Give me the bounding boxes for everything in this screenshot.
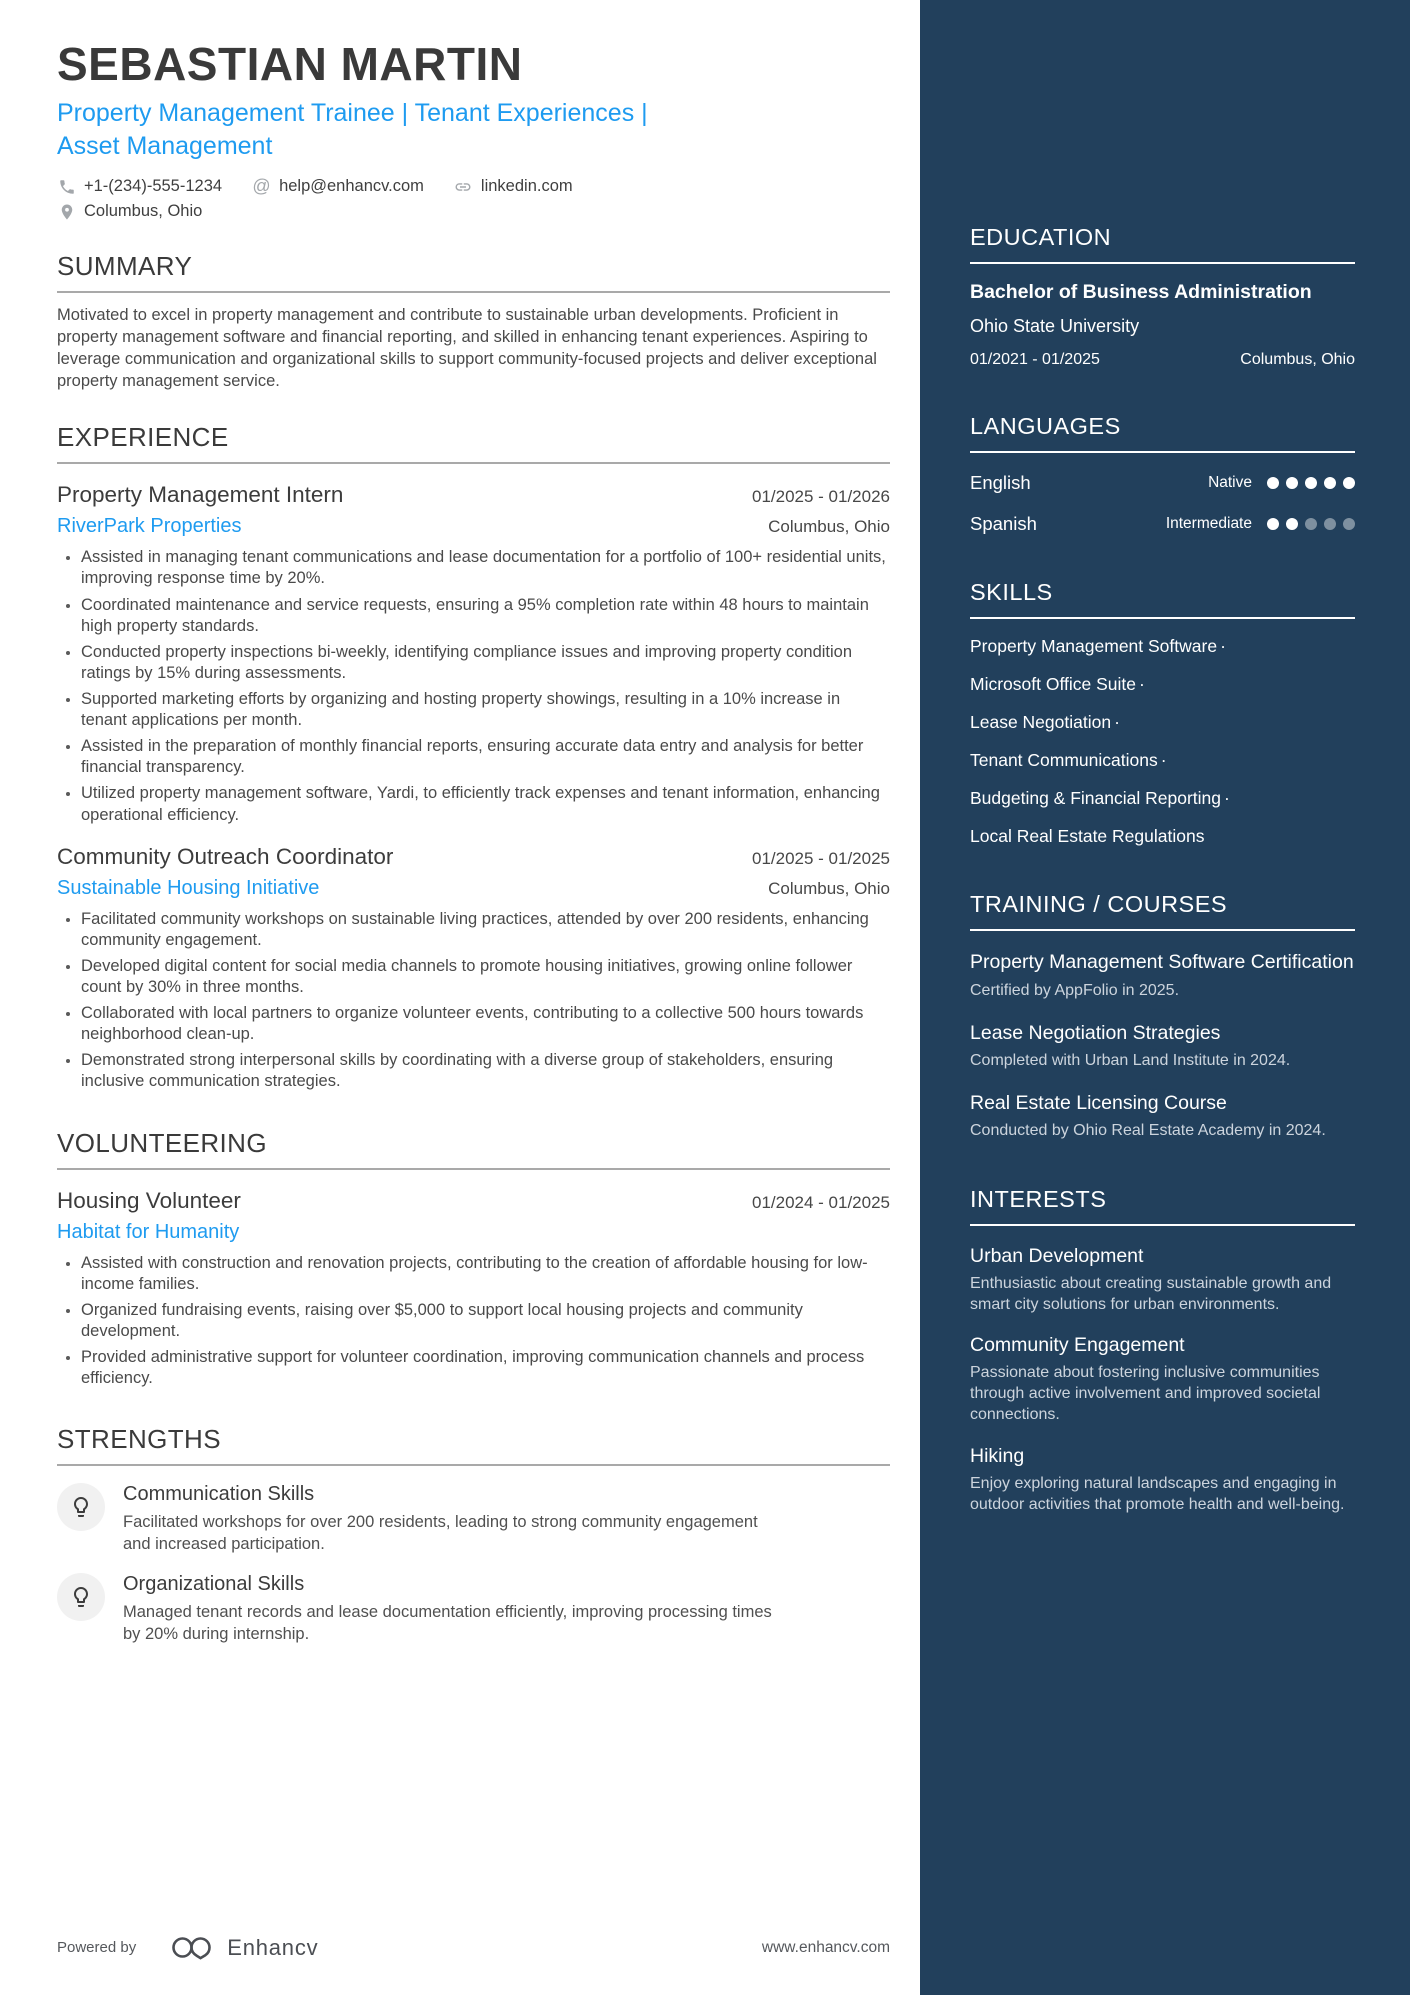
job-head xyxy=(57,844,890,870)
education-degree: Bachelor of Business Administration xyxy=(970,281,1312,303)
education-school: Ohio State University xyxy=(970,316,1140,337)
interest-description: Enthusiastic about creating sustainable growth and smart city solutions for urban environments. xyxy=(970,1274,1332,1313)
bullet-item: • Coordinated maintenance and service requests, ensuring a 95% completion rate within 48 hours to maintain high property standards. xyxy=(81,595,890,637)
location-item xyxy=(57,202,202,221)
job-location: Columbus, Ohio xyxy=(768,878,890,898)
bullet-item: • Assisted in the preparation of monthly financial reports, ensuring accurate data entry and analysis for better financial transparency. xyxy=(81,736,890,778)
skill-separator: · xyxy=(1160,750,1167,771)
course-description: Certified by AppFolio in 2025. xyxy=(970,981,1180,999)
strength-item xyxy=(57,1573,890,1646)
experience-entry xyxy=(57,844,890,1093)
section-divider xyxy=(970,1224,1355,1226)
job-subhead xyxy=(57,1221,890,1244)
job-bullets xyxy=(57,547,890,825)
language-row xyxy=(970,513,1355,535)
sidebar xyxy=(920,0,1410,1995)
email-item[interactable] xyxy=(252,177,424,196)
phone-item[interactable] xyxy=(57,177,222,196)
volunteering-heading: VOLUNTEERING xyxy=(57,1127,267,1158)
language-proficiency-dots xyxy=(1267,477,1355,489)
course-item xyxy=(970,1021,1355,1072)
language-level: Intermediate xyxy=(1165,515,1252,533)
section-divider xyxy=(970,451,1355,453)
course-item xyxy=(970,950,1355,1001)
interest-item xyxy=(970,1334,1355,1425)
section-divider xyxy=(57,1464,890,1466)
link-item[interactable] xyxy=(454,177,573,196)
languages-heading: LANGUAGES xyxy=(970,413,1121,440)
interest-item xyxy=(970,1445,1355,1516)
language-level: Native xyxy=(1208,474,1252,492)
contact-row-1 xyxy=(57,177,890,196)
job-head xyxy=(57,1188,890,1214)
job-title: Community Outreach Coordinator xyxy=(57,843,394,869)
footer xyxy=(57,1934,890,1961)
section-divider xyxy=(970,262,1355,264)
language-name: Spanish xyxy=(970,513,1037,535)
bullet-item: • Facilitated community workshops on sustainable living practices, attended by over 200 residents, enhancing community engagement. xyxy=(81,909,890,951)
enhancv-wordmark: Enhancv xyxy=(227,1934,319,1960)
enhancv-logo-icon xyxy=(170,1934,216,1961)
training-heading: TRAINING / COURSES xyxy=(970,891,1228,918)
training-section xyxy=(970,891,1355,1142)
skill-item: Local Real Estate Regulations xyxy=(970,826,1205,847)
education-heading: EDUCATION xyxy=(970,224,1112,250)
bullet-item: • Supported marketing efforts by organizing and hosting property showings, resulting in a 10% increase in tenant applications per month. xyxy=(81,689,890,731)
course-description: Conducted by Ohio Real Estate Academy in 2024. xyxy=(970,1122,1326,1140)
section-divider xyxy=(57,462,890,464)
interest-description: Enjoy exploring natural landscapes and engaging in outdoor activities that promote health and well-being. xyxy=(970,1474,1345,1513)
bullet-item: • Organized fundraising events, raising over $5,000 to support local housing projects and community development. xyxy=(81,1300,890,1342)
location-pin-icon xyxy=(57,202,76,221)
education-location: Columbus, Ohio xyxy=(1240,351,1355,369)
interest-title: Hiking xyxy=(970,1444,1025,1467)
lightbulb-icon xyxy=(57,1483,105,1531)
skills-heading: SKILLS xyxy=(970,579,1053,606)
company-link[interactable]: Habitat for Humanity xyxy=(57,1220,240,1243)
bullet-item: • Developed digital content for social media channels to promote housing initiatives, growing online follower count by 30% in three months. xyxy=(81,956,890,998)
phone-icon xyxy=(57,177,76,196)
headline-line-2: Asset Management xyxy=(57,131,273,160)
email-icon: @ xyxy=(252,176,271,197)
interest-item xyxy=(970,1245,1355,1316)
section-divider xyxy=(57,1168,890,1170)
course-title: Lease Negotiation Strategies xyxy=(970,1021,1221,1044)
bullet-item: • Assisted with construction and renovation projects, contributing to the creation of affordable housing for low-income families. xyxy=(81,1253,890,1295)
course-item xyxy=(970,1091,1355,1142)
job-dates: 01/2024 - 01/2025 xyxy=(751,1192,890,1212)
education-dates: 01/2021 - 01/2025 xyxy=(970,351,1100,369)
bullet-item: • Provided administrative support for volunteer coordination, improving communication channels and process efficiency. xyxy=(81,1347,890,1389)
course-description: Completed with Urban Land Institute in 2024. xyxy=(970,1051,1291,1069)
interest-title: Community Engagement xyxy=(970,1334,1185,1357)
strength-item xyxy=(57,1483,890,1556)
skills-section xyxy=(970,579,1355,847)
enhancv-brand[interactable] xyxy=(170,1934,318,1961)
skill-separator: · xyxy=(1139,674,1145,695)
link-icon xyxy=(454,177,473,196)
skill-item: Microsoft Office Suite · xyxy=(970,674,1145,695)
email-value: help@enhancv.com xyxy=(279,177,424,196)
bullet-item: • Utilized property management software, Yardi, to efficiently track expenses and tenant information, enhancing operational efficiency. xyxy=(81,783,890,825)
education-meta xyxy=(970,351,1355,369)
strength-text: Managed tenant records and lease documentation efficiently, improving processing times by 20% during internship. xyxy=(123,1602,772,1643)
company-link[interactable]: Sustainable Housing Initiative xyxy=(57,876,320,899)
interests-section xyxy=(970,1186,1355,1516)
location-value: Columbus, Ohio xyxy=(84,202,203,221)
resume-header xyxy=(57,40,890,221)
job-title: Property Management Intern xyxy=(57,482,344,508)
link-value: linkedin.com xyxy=(480,177,573,196)
language-row xyxy=(970,472,1355,494)
person-name: SEBASTIAN MARTIN xyxy=(57,38,523,90)
powered-by-label: Powered by xyxy=(57,1939,137,1956)
skill-separator: · xyxy=(1224,788,1230,809)
summary-text: Motivated to excel in property management and contribute to sustainable urban developments. Proficient in property management software and financial reporting, and skilled in enhancing tenant experiences. Aspiring to leverage communication and organizational skills to support community-focused projects and deliver exceptional property management service. xyxy=(57,306,877,390)
summary-heading: SUMMARY xyxy=(57,251,193,282)
experience-heading: EXPERIENCE xyxy=(57,422,229,453)
strength-title: Organizational Skills xyxy=(123,1572,305,1595)
strength-title: Communication Skills xyxy=(123,1483,315,1506)
headline-line-1: Property Management Trainee | Tenant Experiences | xyxy=(57,99,648,128)
strength-content xyxy=(123,1483,773,1556)
lightbulb-icon xyxy=(57,1573,105,1621)
skill-item: Tenant Communications · xyxy=(970,750,1167,771)
skill-item: Lease Negotiation · xyxy=(970,712,1120,733)
bullet-item: • Assisted in managing tenant communications and lease documentation for a portfolio of 100+ residential units, improving response time by 20%. xyxy=(81,547,890,589)
skill-separator: · xyxy=(1114,712,1120,733)
experience-section xyxy=(57,422,890,1097)
contact-row-2 xyxy=(57,202,890,221)
language-proficiency-dots xyxy=(1267,518,1355,530)
volunteering-section xyxy=(57,1128,890,1395)
bullet-item: • Demonstrated strong interpersonal skills by coordinating with a diverse group of stakeholders, ensuring inclusive communication strategies. xyxy=(81,1050,890,1092)
language-name: English xyxy=(970,472,1031,494)
section-divider xyxy=(970,617,1355,619)
footer-website[interactable]: www.enhancv.com xyxy=(761,1938,890,1956)
bullet-item: • Collaborated with local partners to organize volunteer events, contributing to a collective 500 hours towards neighborhood clean-up. xyxy=(81,1003,890,1045)
job-head xyxy=(57,482,890,508)
strengths-heading: STRENGTHS xyxy=(57,1424,221,1455)
bullet-item: • Conducted property inspections bi-weekly, identifying compliance issues and improving property condition ratings by 15% during assessments. xyxy=(81,642,890,684)
course-title: Real Estate Licensing Course xyxy=(970,1091,1227,1114)
job-bullets xyxy=(57,1253,890,1390)
experience-entry xyxy=(57,482,890,825)
strength-content xyxy=(123,1573,773,1646)
summary-section xyxy=(57,251,890,392)
skill-separator: · xyxy=(1220,636,1226,657)
job-bullets xyxy=(57,909,890,1093)
section-divider xyxy=(57,291,890,293)
interest-description: Passionate about fostering inclusive communities through active involvement and improved societal connections. xyxy=(970,1364,1321,1424)
section-divider xyxy=(970,929,1355,931)
interests-heading: INTERESTS xyxy=(970,1185,1107,1212)
skill-item: Budgeting & Financial Reporting · xyxy=(970,788,1230,809)
phone-value: +1-(234)-555-1234 xyxy=(84,177,223,196)
job-title: Housing Volunteer xyxy=(57,1187,241,1213)
job-subhead xyxy=(57,515,890,538)
strengths-section xyxy=(57,1424,890,1645)
job-dates: 01/2025 - 01/2025 xyxy=(751,848,890,868)
languages-section xyxy=(970,413,1355,535)
company-link[interactable]: RiverPark Properties xyxy=(57,515,242,538)
contact-block xyxy=(57,177,890,221)
course-title: Property Management Software Certification xyxy=(970,951,1354,974)
job-location: Columbus, Ohio xyxy=(768,517,890,537)
interest-title: Urban Development xyxy=(970,1244,1144,1267)
education-section xyxy=(970,224,1355,369)
headline xyxy=(57,97,890,162)
job-subhead xyxy=(57,877,890,900)
skill-item: Property Management Software · xyxy=(970,636,1226,657)
job-dates: 01/2025 - 01/2026 xyxy=(751,487,890,507)
volunteering-entry xyxy=(57,1188,890,1390)
strength-text: Facilitated workshops for over 200 residents, leading to strong community engagement and increased participation. xyxy=(123,1513,758,1553)
